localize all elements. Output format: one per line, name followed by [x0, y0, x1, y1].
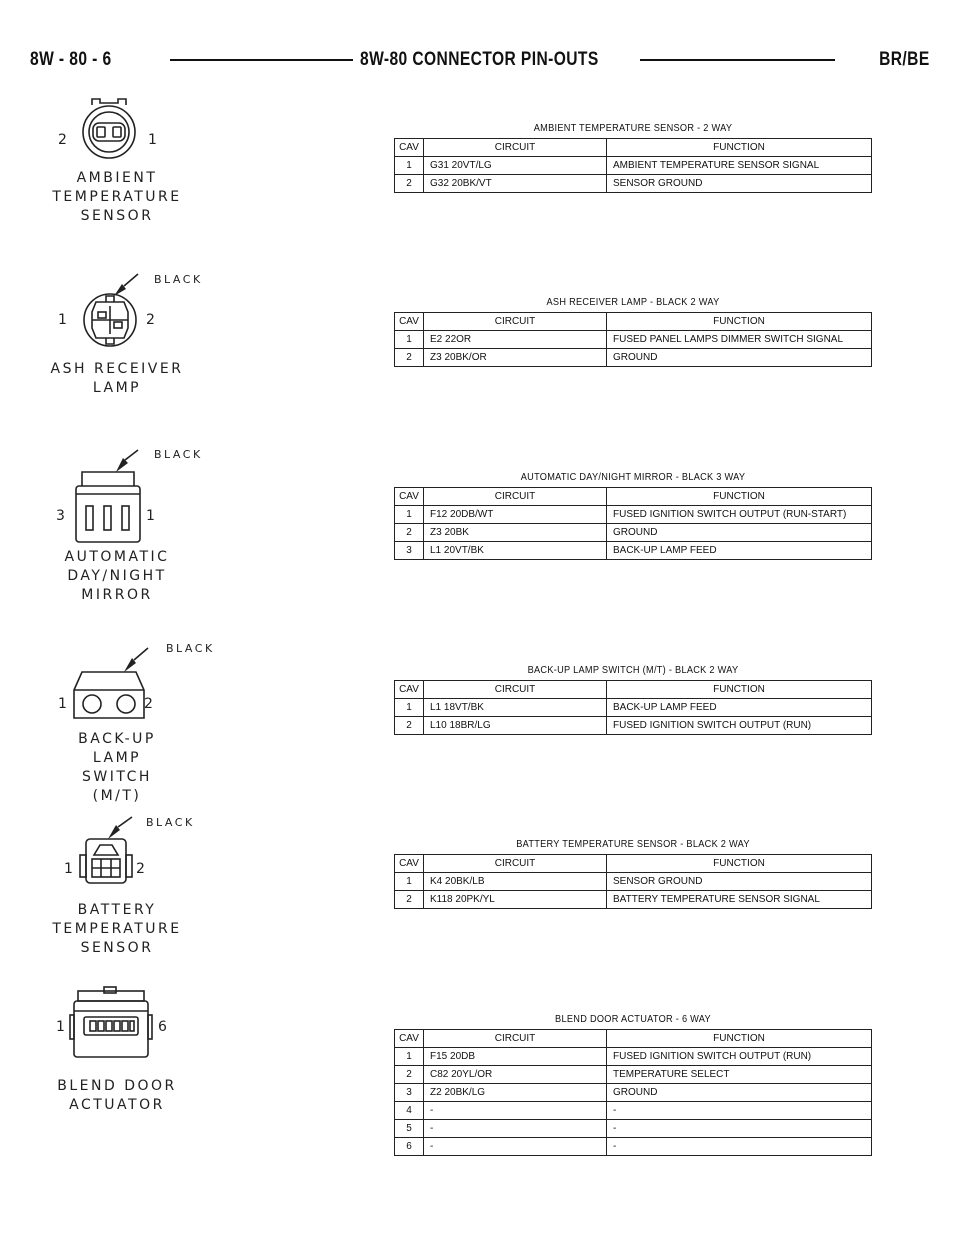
ambient-temp-sensor-connector	[52, 95, 182, 235]
column-header-cav: CAV	[395, 139, 424, 157]
page-header	[30, 44, 930, 76]
cell-cav: 3	[395, 1084, 424, 1102]
cell-cav: 3	[395, 542, 424, 560]
pinout-table	[394, 854, 872, 909]
table-title: AUTOMATIC DAY/NIGHT MIRROR - BLACK 3 WAY	[520, 472, 746, 483]
table-title: AMBIENT TEMPERATURE SENSOR - 2 WAY	[533, 123, 733, 134]
cell-cav: 2	[395, 717, 424, 735]
pinout-table-ash-receiver-lamp	[394, 297, 872, 367]
table-row	[395, 157, 872, 175]
pin-label-left: 1	[58, 312, 67, 328]
cell-circuit: F12 20DB/WT	[424, 506, 607, 524]
table-header-row	[395, 488, 872, 506]
column-header-circuit: CIRCUIT	[424, 488, 607, 506]
cell-circuit: G32 20BK/VT	[424, 175, 607, 193]
connector-caption: BLEND DOOR ACTUATOR	[57, 1078, 177, 1113]
pin-label-right: 1	[146, 508, 155, 524]
cell-function: BATTERY TEMPERATURE SENSOR SIGNAL	[607, 891, 872, 909]
cell-function: TEMPERATURE SELECT	[607, 1066, 872, 1084]
cell-function: GROUND	[607, 1084, 872, 1102]
cell-cav: 2	[395, 524, 424, 542]
cell-circuit: Z3 20BK/OR	[424, 349, 607, 367]
column-header-cav: CAV	[395, 313, 424, 331]
table-row	[395, 349, 872, 367]
table-row	[395, 1048, 872, 1066]
pin-label-left: 1	[58, 696, 67, 712]
table-row	[395, 524, 872, 542]
cell-circuit: K4 20BK/LB	[424, 873, 607, 891]
connector-caption: BACK-UP LAMP SWITCH (M/T)	[78, 731, 156, 804]
table-row	[395, 873, 872, 891]
header-rule-right	[640, 59, 835, 61]
cell-cav: 5	[395, 1120, 424, 1138]
table-title: BACK-UP LAMP SWITCH (M/T) - BLACK 2 WAY	[527, 665, 739, 676]
auto-day-night-mirror-connector-icon	[52, 448, 212, 548]
table-row	[395, 506, 872, 524]
table-row	[395, 1138, 872, 1156]
column-header-circuit: CIRCUIT	[424, 313, 607, 331]
column-header-function: FUNCTION	[607, 681, 872, 699]
table-row	[395, 331, 872, 349]
cell-function: BACK-UP LAMP FEED	[607, 542, 872, 560]
table-header-row	[395, 313, 872, 331]
pinout-table	[394, 487, 872, 560]
table-title: BLEND DOOR ACTUATOR - 6 WAY	[555, 1014, 711, 1025]
cell-cav: 1	[395, 1048, 424, 1066]
back-up-lamp-switch-connector-icon	[52, 642, 212, 732]
model-code: BR/BE	[879, 49, 930, 70]
pin-label-right: 2	[146, 312, 155, 328]
cell-circuit: -	[424, 1138, 607, 1156]
table-header-row	[395, 139, 872, 157]
pin-label-right: 2	[136, 861, 145, 877]
column-header-cav: CAV	[395, 681, 424, 699]
connector-caption: ASH RECEIVER LAMP	[50, 361, 184, 396]
pin-label-right: 1	[148, 132, 157, 148]
cell-cav: 1	[395, 331, 424, 349]
cell-function: SENSOR GROUND	[607, 873, 872, 891]
column-header-circuit: CIRCUIT	[424, 855, 607, 873]
page-reference: 8W - 80 - 6	[30, 49, 112, 70]
pin-label-left: 1	[64, 861, 73, 877]
pinout-table	[394, 1029, 872, 1156]
pinout-table	[394, 680, 872, 735]
cell-function: GROUND	[607, 349, 872, 367]
header-rule-left	[170, 59, 353, 61]
page-title: 8W-80 CONNECTOR PIN-OUTS	[360, 49, 599, 70]
cell-function: BACK-UP LAMP FEED	[607, 699, 872, 717]
cell-circuit: L10 18BR/LG	[424, 717, 607, 735]
cell-function: -	[607, 1102, 872, 1120]
pin-label-left: 3	[56, 508, 65, 524]
pinout-table-blend-door-actuator	[394, 1014, 872, 1156]
column-header-function: FUNCTION	[607, 139, 872, 157]
cell-function: FUSED PANEL LAMPS DIMMER SWITCH SIGNAL	[607, 331, 872, 349]
cell-cav: 2	[395, 891, 424, 909]
pin-label-left: 2	[58, 132, 67, 148]
cell-function: AMBIENT TEMPERATURE SENSOR SIGNAL	[607, 157, 872, 175]
table-row	[395, 891, 872, 909]
connector-color-label: BLACK	[154, 273, 203, 286]
table-header-row	[395, 855, 872, 873]
cell-function: FUSED IGNITION SWITCH OUTPUT (RUN)	[607, 717, 872, 735]
cell-cav: 1	[395, 699, 424, 717]
connector-caption: BATTERY TEMPERATURE SENSOR	[52, 902, 182, 956]
table-row	[395, 1084, 872, 1102]
ash-receiver-lamp-connector	[52, 272, 212, 402]
column-header-function: FUNCTION	[607, 855, 872, 873]
battery-temp-sensor-connector	[52, 815, 212, 965]
cell-function: SENSOR GROUND	[607, 175, 872, 193]
table-row	[395, 1102, 872, 1120]
column-header-cav: CAV	[395, 1030, 424, 1048]
connector-caption: AMBIENT TEMPERATURE SENSOR	[52, 170, 182, 224]
cell-circuit: -	[424, 1120, 607, 1138]
column-header-cav: CAV	[395, 855, 424, 873]
cell-cav: 2	[395, 175, 424, 193]
table-title: BATTERY TEMPERATURE SENSOR - BLACK 2 WAY	[516, 839, 750, 850]
table-title: ASH RECEIVER LAMP - BLACK 2 WAY	[546, 297, 720, 308]
connector-caption: AUTOMATIC DAY/NIGHT MIRROR	[64, 549, 170, 603]
cell-function: -	[607, 1120, 872, 1138]
table-row	[395, 1066, 872, 1084]
blend-door-actuator-connector-icon	[52, 985, 212, 1065]
table-header-row	[395, 681, 872, 699]
ambient-temp-sensor-connector-icon	[52, 95, 182, 175]
pinout-table	[394, 138, 872, 193]
column-header-function: FUNCTION	[607, 1030, 872, 1048]
column-header-circuit: CIRCUIT	[424, 139, 607, 157]
cell-function: FUSED IGNITION SWITCH OUTPUT (RUN-START)	[607, 506, 872, 524]
cell-cav: 1	[395, 157, 424, 175]
cell-circuit: F15 20DB	[424, 1048, 607, 1066]
cell-circuit: -	[424, 1102, 607, 1120]
cell-function: GROUND	[607, 524, 872, 542]
column-header-function: FUNCTION	[607, 313, 872, 331]
pin-label-right: 2	[144, 696, 153, 712]
cell-circuit: C82 20YL/OR	[424, 1066, 607, 1084]
cell-function: FUSED IGNITION SWITCH OUTPUT (RUN)	[607, 1048, 872, 1066]
auto-day-night-mirror-connector	[52, 448, 212, 608]
cell-circuit: E2 22OR	[424, 331, 607, 349]
blend-door-actuator-connector	[52, 985, 212, 1115]
pinout-table-ambient-temp-sensor	[394, 123, 872, 193]
cell-cav: 6	[395, 1138, 424, 1156]
cell-cav: 1	[395, 873, 424, 891]
table-header-row	[395, 1030, 872, 1048]
connector-color-label: BLACK	[166, 642, 215, 655]
cell-circuit: G31 20VT/LG	[424, 157, 607, 175]
connector-color-label: BLACK	[154, 448, 203, 461]
column-header-cav: CAV	[395, 488, 424, 506]
cell-circuit: K118 20PK/YL	[424, 891, 607, 909]
pinout-table-back-up-lamp-switch	[394, 665, 872, 735]
table-row	[395, 717, 872, 735]
pin-label-right: 6	[158, 1019, 167, 1035]
cell-cav: 2	[395, 1066, 424, 1084]
table-row	[395, 542, 872, 560]
table-row	[395, 175, 872, 193]
pinout-table	[394, 312, 872, 367]
cell-circuit: L1 20VT/BK	[424, 542, 607, 560]
cell-circuit: Z3 20BK	[424, 524, 607, 542]
cell-cav: 4	[395, 1102, 424, 1120]
pin-label-left: 1	[56, 1019, 65, 1035]
back-up-lamp-switch-connector	[52, 642, 215, 812]
cell-function: -	[607, 1138, 872, 1156]
table-row	[395, 1120, 872, 1138]
column-header-function: FUNCTION	[607, 488, 872, 506]
pinout-table-auto-day-night-mirror	[394, 472, 872, 560]
cell-cav: 1	[395, 506, 424, 524]
table-row	[395, 699, 872, 717]
connector-color-label: BLACK	[146, 816, 195, 829]
cell-circuit: Z2 20BK/LG	[424, 1084, 607, 1102]
cell-circuit: L1 18VT/BK	[424, 699, 607, 717]
column-header-circuit: CIRCUIT	[424, 1030, 607, 1048]
cell-cav: 2	[395, 349, 424, 367]
pinout-table-battery-temp-sensor	[394, 839, 872, 909]
column-header-circuit: CIRCUIT	[424, 681, 607, 699]
